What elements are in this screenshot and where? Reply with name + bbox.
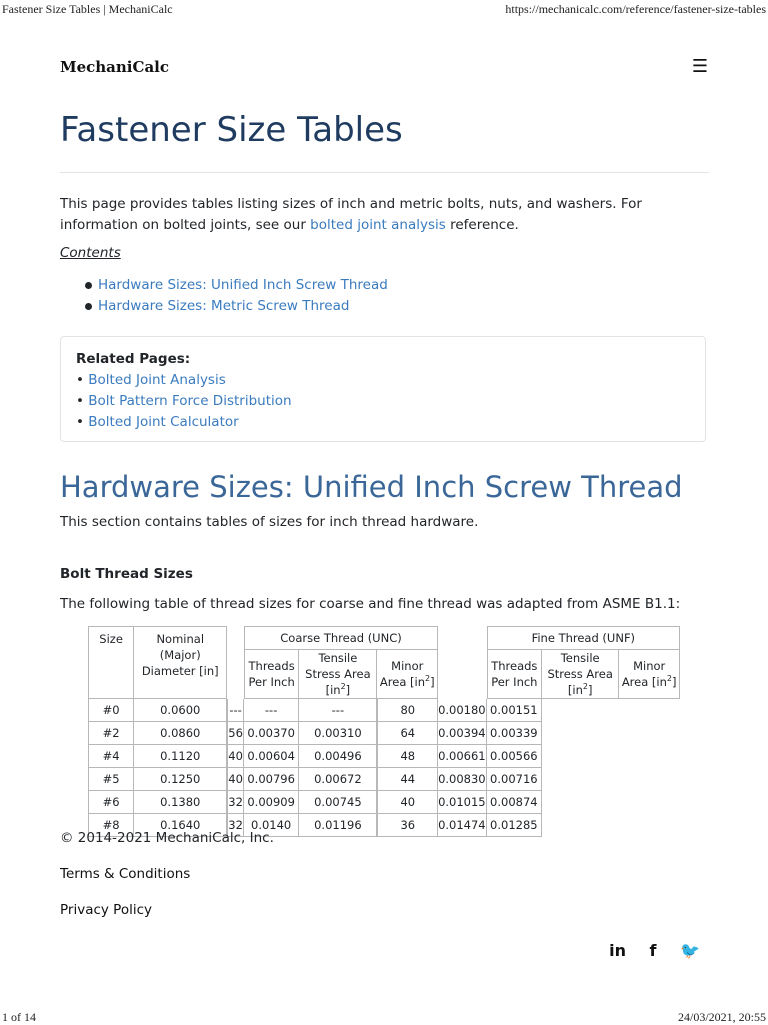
table-cell: 0.00604	[244, 745, 299, 768]
related-link-bolt-pattern-force[interactable]: Bolt Pattern Force Distribution	[88, 393, 292, 409]
table-cell: 0.00496	[299, 745, 377, 768]
table-cell: #0	[88, 699, 134, 722]
print-datetime: 24/03/2021, 20:55	[677, 1010, 766, 1024]
table-cell: 44	[377, 768, 438, 791]
table-cell: 0.0860	[134, 722, 227, 745]
related-pages-box	[60, 336, 706, 442]
table-cell: 64	[377, 722, 438, 745]
table-cell: 0.1640	[134, 814, 227, 837]
table-cell: #6	[88, 791, 134, 814]
header-coarse-tensile-area: Tensile Stress Area $[in^2]$	[299, 650, 377, 699]
header-fine-tpi: Threads Per Inch	[487, 650, 542, 699]
copyright-text: © 2014-2021 MechaniCalc, Inc.	[60, 830, 274, 846]
bullet: •	[76, 372, 84, 388]
twitter-icon[interactable]: 🐦	[680, 941, 700, 960]
related-item	[76, 391, 690, 412]
header-nominal-diameter: Nominal (Major) Diameter [in]	[134, 626, 227, 699]
print-page-number: 1 of 14	[2, 1010, 36, 1024]
table-row	[88, 722, 680, 745]
related-link-bolted-joint-analysis[interactable]: Bolted Joint Analysis	[88, 372, 226, 388]
section-title: Hardware Sizes: Unified Inch Screw Thread	[60, 470, 683, 504]
facebook-icon[interactable]: f	[649, 941, 657, 960]
toc-item	[84, 275, 388, 296]
table-row	[88, 745, 680, 768]
privacy-policy-link[interactable]: Privacy Policy	[60, 902, 153, 918]
table-cell: 0.00796	[244, 768, 299, 791]
table-cell: #5	[88, 768, 134, 791]
table-cell: 0.00874	[487, 791, 542, 814]
table-cell: #4	[88, 745, 134, 768]
table-row	[88, 699, 680, 722]
page-title: Fastener Size Tables	[60, 110, 403, 150]
table-row	[88, 791, 680, 814]
table-cell: #2	[88, 722, 134, 745]
table-cell: 0.01474	[438, 814, 487, 837]
table-cell: 0.00909	[244, 791, 299, 814]
related-pages-title: Related Pages:	[76, 351, 191, 367]
intro-text-end: reference.	[445, 217, 519, 233]
table-cell: 0.00830	[438, 768, 487, 791]
table-cell: 0.1120	[134, 745, 227, 768]
table-cell: 80	[377, 699, 438, 722]
table-cell: #8	[88, 814, 134, 837]
table-cell: 0.00716	[487, 768, 542, 791]
table-cell: 32	[227, 791, 244, 814]
table-cell: 0.00310	[299, 722, 377, 745]
table-cell: 0.00566	[487, 745, 542, 768]
brand-logo-link[interactable]: MechaniCalc	[60, 58, 169, 76]
table-cell: 0.01196	[299, 814, 377, 837]
header-size: Size	[88, 626, 134, 699]
table-row	[88, 768, 680, 791]
table-cell: 0.00370	[244, 722, 299, 745]
header-coarse-tpi: Threads Per Inch	[244, 650, 299, 699]
print-page-url: https://mechanicalc.com/reference/fastener-size-tables	[505, 2, 766, 16]
bullet: •	[76, 414, 84, 430]
header-coarse-thread: Coarse Thread (UNC)	[244, 626, 438, 650]
related-link-bolted-joint-calculator[interactable]: Bolted Joint Calculator	[88, 414, 239, 430]
table-cell: 0.1380	[134, 791, 227, 814]
title-divider	[60, 172, 709, 173]
table-intro: The following table of thread sizes for coarse and fine thread was adapted from ASME B1.1:	[60, 596, 681, 612]
table-cell: 0.1250	[134, 768, 227, 791]
related-item	[76, 412, 690, 433]
print-page-title: Fastener Size Tables | MechaniCalc	[2, 2, 173, 16]
table-cell: ---	[244, 699, 299, 722]
table-cell: 40	[227, 768, 244, 791]
thread-table-scroll-area[interactable]	[88, 626, 680, 832]
contents-label: Contents	[60, 245, 121, 261]
intro-paragraph	[60, 194, 710, 236]
table-cell: 0.00180	[438, 699, 487, 722]
table-cell: ---	[299, 699, 377, 722]
table-cell: 0.00745	[299, 791, 377, 814]
bullet: •	[76, 393, 84, 409]
table-of-contents	[84, 275, 388, 317]
section-intro: This section contains tables of sizes for inch thread hardware.	[60, 514, 479, 530]
table-cell: 0.01285	[487, 814, 542, 837]
linkedin-icon[interactable]: in	[609, 941, 626, 960]
thread-size-table	[88, 626, 680, 837]
table-cell: 40	[227, 745, 244, 768]
table-cell: 48	[377, 745, 438, 768]
table-cell: 0.01015	[438, 791, 487, 814]
bolted-joint-analysis-link[interactable]: bolted joint analysis	[310, 217, 446, 233]
social-links	[591, 941, 700, 960]
table-cell: 0.00151	[487, 699, 542, 722]
table-cell: 0.00339	[487, 722, 542, 745]
bolt-thread-sizes-heading: Bolt Thread Sizes	[60, 566, 193, 582]
header-fine-minor-area: Minor Area $[in^2]$	[619, 650, 680, 699]
related-item	[76, 370, 690, 391]
table-cell: 0.0600	[134, 699, 227, 722]
table-cell: 56	[227, 722, 244, 745]
toc-link-unified-inch[interactable]: Hardware Sizes: Unified Inch Screw Thread	[98, 277, 388, 293]
table-cell: ---	[227, 699, 244, 722]
table-cell: 0.00661	[438, 745, 487, 768]
header-coarse-minor-area: Minor Area $[in^2]$	[377, 650, 438, 699]
table-cell: 40	[377, 791, 438, 814]
table-cell: 0.00672	[299, 768, 377, 791]
header-fine-thread: Fine Thread (UNF)	[487, 626, 680, 650]
intro-text: This page provides tables listing sizes of inch and metric bolts, nuts, and washers. For information on bolted joints, see our	[60, 196, 642, 233]
toc-link-metric[interactable]: Hardware Sizes: Metric Screw Thread	[98, 298, 350, 314]
table-cell: 0.00394	[438, 722, 487, 745]
header-fine-tensile-area: Tensile Stress Area $[in^2]$	[542, 650, 619, 699]
table-cell: 0.0140	[244, 814, 299, 837]
table-cell: 32	[227, 814, 244, 837]
toc-item	[84, 296, 388, 317]
terms-conditions-link[interactable]: Terms & Conditions	[60, 866, 191, 882]
table-cell: 36	[377, 814, 438, 837]
navbar	[60, 58, 708, 82]
hamburger-menu-icon[interactable]: ☰	[691, 56, 708, 77]
